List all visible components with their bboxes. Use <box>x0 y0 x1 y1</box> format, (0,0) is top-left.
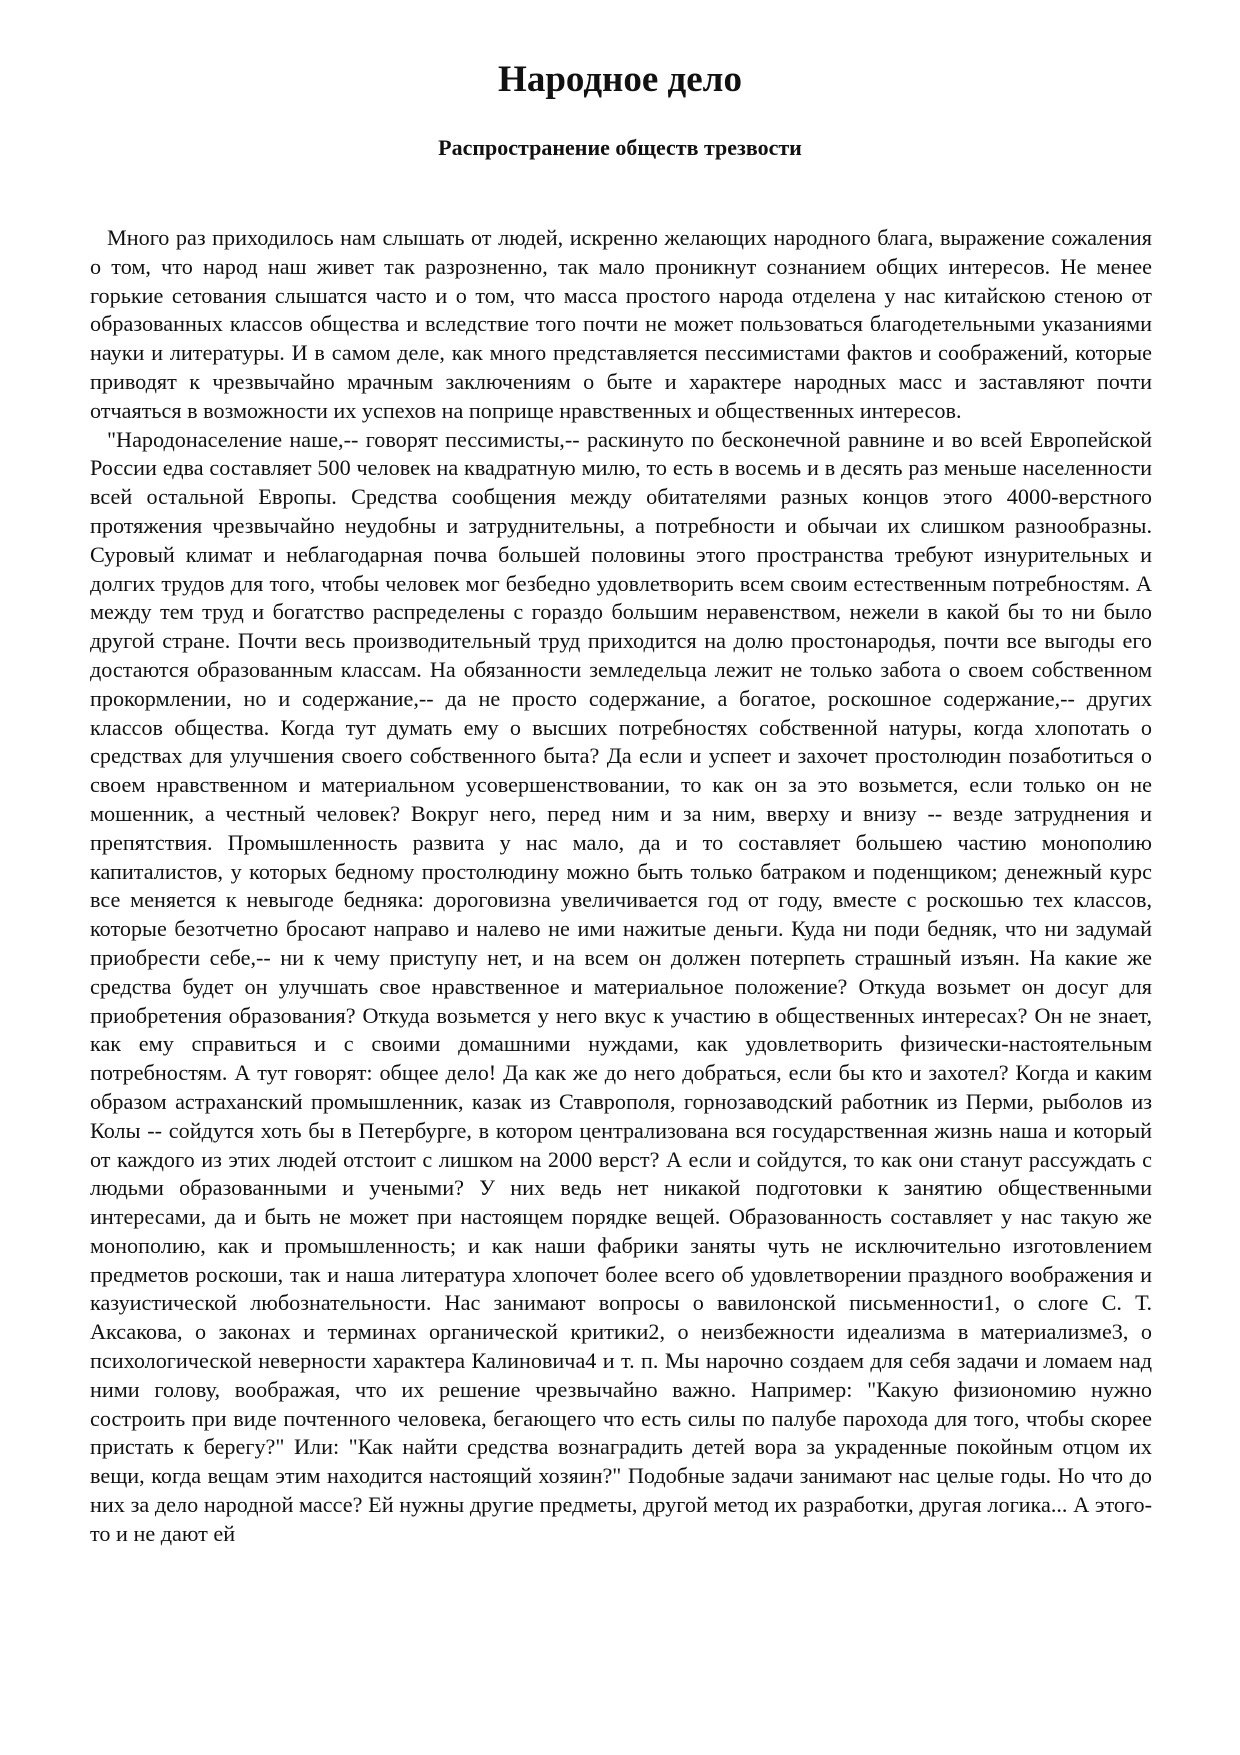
paragraph: "Народонаселение наше,-- говорят пессимисты,-- раскинуто по бесконечной равнине и во всей Европейской России едва составляет 500 человек на квадратную милю, то есть в восемь и в десять раз меньше населенности всей остальной Европы. Средства сообщения между обитателями разных концов этого 4000-верстного протяжения чрезвычайно неудобны и затруднительны, а потребности и обычаи их слишком разнообразны. Суровый климат и неблагодарная почва большей половины этого пространства требуют изнурительных и долгих трудов для того, чтобы человек мог безбедно удовлетворить всем своим естественным потребностям. А между тем труд и богатство распределены с гораздо большим неравенством, нежели в какой бы то ни было другой стране. Почти весь производительный труд приходится на долю простонародья, почти все выгоды его достаются образованным классам. На обязанности земледельца лежит не только забота о своем собственном прокормлении, но и содержание,-- да не просто содержание, а богатое, роскошное содержание,-- других классов общества. Когда тут думать ему о высших потребностях собственной натуры, когда хлопотать о средствах для улучшения своего собственного быта? Да если и успеет и захочет простолюдин позаботиться о своем нравственном и материальном усовершенствовании, то как он за это возьмется, если только он не мошенник, а честный человек? Вокруг него, перед ним и за ним, вверху и внизу -- везде затруднения и препятствия. Промышленность развита у нас мало, да и то составляет большею частию монополию капиталистов, у которых бедному простолюдину можно быть только батраком и поденщиком; денежный курс все меняется к невыгоде бедняка: дороговизна увеличивается год от году, вместе с роскошью тех классов, которые безотчетно бросают направо и налево не ими нажитые деньги. Куда ни поди бедняк, что ни задумай приобрести себе,-- ни к чему приступу нет, и на всем он должен потерпеть страшный изъян. На какие же средства будет он улучшать свое нравственное и материальное положение? Откуда возьмет он досуг для приобретения образования? Откуда возьмется у него вкус к участию в общественных интересах? Он не знает, как ему справиться и с своими домашними нуждами, как удовлетворить физически-настоятельным потребностям. А тут говорят: общее дело! Да как же до него добраться, если бы кто и захотел? Когда и каким образом астраханский промышленник, казак из Ставрополя, горнозаводский работник из Перми, рыболов из Колы -- сойдутся хоть бы в Петербурге, в котором централизована вся государственная жизнь наша и который от каждого из этих людей отстоит с лишком на 2000 верст? А если и сойдутся, то как они станут рассуждать с людьми образованными и учеными? У них ведь нет никакой подготовки к занятию общественными интересами, да и быть не может при настоящем порядке вещей. Образованность составляет у нас такую же монополию, как и промышленность; и как наши фабрики заняты чуть не исключительно изготовлением предметов роскоши, так и наша литература хлопочет более всего об удовлетворении праздного воображения и казуистической любознательности. Нас занимают вопросы о вавилонской письменности1, о слоге С. Т. Аксакова, о законах и терминах органической критики2, о неизбежности идеализма в материализме3, о психологической неверности характера Калиновича4 и т. п. Мы нарочно создаем для себя задачи и ломаем над ними голову, воображая, что их решение чрезвычайно важно. Например: "Какую физиономию нужно состроить при виде почтенного человека, бегающего что есть силы по палубе парохода для того, чтобы скорее пристать к берегу?" Или: "Как найти средства вознаградить детей вора за украденные покойным отцом их вещи, когда вещам этим находится настоящий хозяин?" Подобные задачи занимают нас целые годы. Но что до них за дело народной массе? Ей нужны другие предметы, другой метод их разработки, другая логика... А этого-то и не дают ей <box>90 426 1152 1546</box>
paragraph: Много раз приходилось нам слышать от людей, искренно желающих народного блага, выражение сожаления о том, что народ наш живет так разрозненно, так мало проникнут сознанием общих интересов. Не менее горькие сетования слышатся часто и о том, что масса простого народа отделена у нас китайскою стеною от образованных классов общества и вследствие того почти не может пользоваться благодетельными указаниями науки и литературы. И в самом деле, как много представляется пессимистами фактов и соображений, которые приводят к чрезвычайно мрачным заключениям о быте и характере народных масс и заставляют почти отчаяться в возможности их успехов на поприще нравственных и общественных интересов. <box>90 225 1152 423</box>
document-title: Народное дело <box>498 59 742 100</box>
document-subtitle: Распространение обществ трезвости <box>438 135 802 160</box>
document-body <box>90 224 1152 1549</box>
